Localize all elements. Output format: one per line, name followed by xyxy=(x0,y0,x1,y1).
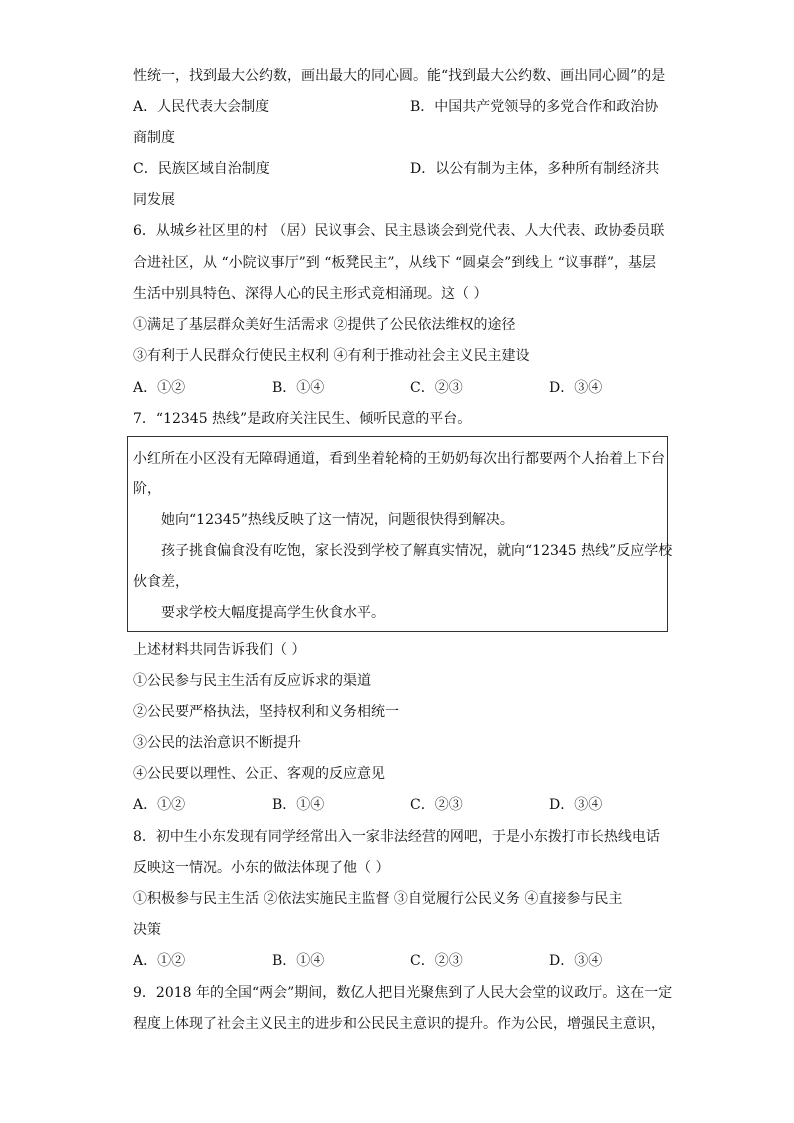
q5-option-d-cont: 同发展 xyxy=(133,192,175,208)
q5-option-c: C．民族区域自治制度 xyxy=(133,161,270,177)
q7-choice-d: D．③④ xyxy=(549,797,603,813)
q7-statement-1: ①公民参与民主生活有反应诉求的渠道 xyxy=(133,673,371,689)
q7-question: 上述材料共同告诉我们（ ） xyxy=(133,642,306,658)
q8-choice-a: A．①② xyxy=(133,953,186,969)
q6-choice-d: D．③④ xyxy=(549,380,603,396)
q5-option-b-cont: 商制度 xyxy=(133,130,175,146)
q7-choice-c: C．②③ xyxy=(410,797,463,813)
q7-statement-3: ③公民的法治意识不断提升 xyxy=(133,735,301,751)
q6-stem-line-2: 合进社区，从 “小院议事厅”到 “板凳民主”，从线下 “圆桌会”到线上 “议事群”，基层 xyxy=(133,255,657,271)
q8-choice-b: B．①④ xyxy=(272,953,325,969)
q7-stem: 7．“12345 热线”是政府关注民生、倾听民意的平台。 xyxy=(133,411,472,427)
q6-statements-2: ③有利于人民群众行使民主权利 ④有利于推动社会主义民主建设 xyxy=(133,348,530,364)
q6-choice-a: A．①② xyxy=(133,380,186,396)
q5-option-b: B．中国共产党领导的多党合作和政治协 xyxy=(410,99,659,115)
q9-stem-line-1: 9．2018 年的全国“两会”期间，数亿人把目光聚焦到了人民大会堂的议政厅。这在一定 xyxy=(133,985,673,1001)
q7-material-line-5: 伙食差， xyxy=(133,574,189,590)
q7-statement-4: ④公民要以理性、公正、客观的反应意见 xyxy=(133,766,385,782)
q7-choice-b: B．①④ xyxy=(272,797,325,813)
q5-option-a: A．人民代表大会制度 xyxy=(133,99,270,115)
q9-stem-line-2: 程度上体现了社会主义民主的进步和公民民主意识的提升。作为公民，增强民主意识， xyxy=(133,1016,665,1032)
q8-stem-line-1: 8．初中生小东发现有同学经常出入一家非法经营的网吧，于是小东拨打市长热线电话 xyxy=(133,829,660,845)
q6-choice-b: B．①④ xyxy=(272,380,325,396)
q6-stem-line-1: 6．从城乡社区里的村 （居）民议事会、民主恳谈会到党代表、人大代表、政协委员联 xyxy=(133,223,665,239)
q8-choice-d: D．③④ xyxy=(549,953,603,969)
q8-stem-line-2: 反映这一情况。小东的做法体现了他（ ） xyxy=(133,860,390,876)
q8-statements-2: 决策 xyxy=(133,922,161,938)
q6-choice-c: C．②③ xyxy=(410,380,463,396)
q6-stem-line-3: 生活中别具特色、深得人心的民主形式竞相涌现。这（ ） xyxy=(133,286,488,302)
q8-choice-c: C．②③ xyxy=(410,953,463,969)
q5-option-d: D．以公有制为主体，多种所有制经济共 xyxy=(410,161,660,177)
q7-material-line-3: 她向“12345”热线反映了这一情况，问题很快得到解决。 xyxy=(161,512,514,528)
q5-stem-tail: 性统一，找到最大公约数，画出最大的同心圆。能“找到最大公约数、画出同心圆”的是 xyxy=(133,68,666,84)
q8-statements-1: ①积极参与民主生活 ②依法实施民主监督 ③自觉履行公民义务 ④直接参与民主 xyxy=(133,891,623,907)
q7-material-line-4: 孩子挑食偏食没有吃饱，家长没到学校了解真实情况，就向“12345 热线”反应学校 xyxy=(161,543,673,559)
q7-material-line-1: 小红所在小区没有无障碍通道，看到坐着轮椅的王奶奶每次出行都要两个人抬着上下台 xyxy=(133,451,665,467)
q7-statement-2: ②公民要严格执法，坚持权利和义务相统一 xyxy=(133,704,399,720)
q7-material-line-2: 阶， xyxy=(133,481,161,497)
q6-statements-1: ①满足了基层群众美好生活需求 ②提供了公民依法维权的途径 xyxy=(133,317,516,333)
q7-material-box xyxy=(127,436,673,632)
q7-material-line-6: 要求学校大幅度提高学生伙食水平。 xyxy=(161,605,385,621)
q7-choice-a: A．①② xyxy=(133,797,186,813)
